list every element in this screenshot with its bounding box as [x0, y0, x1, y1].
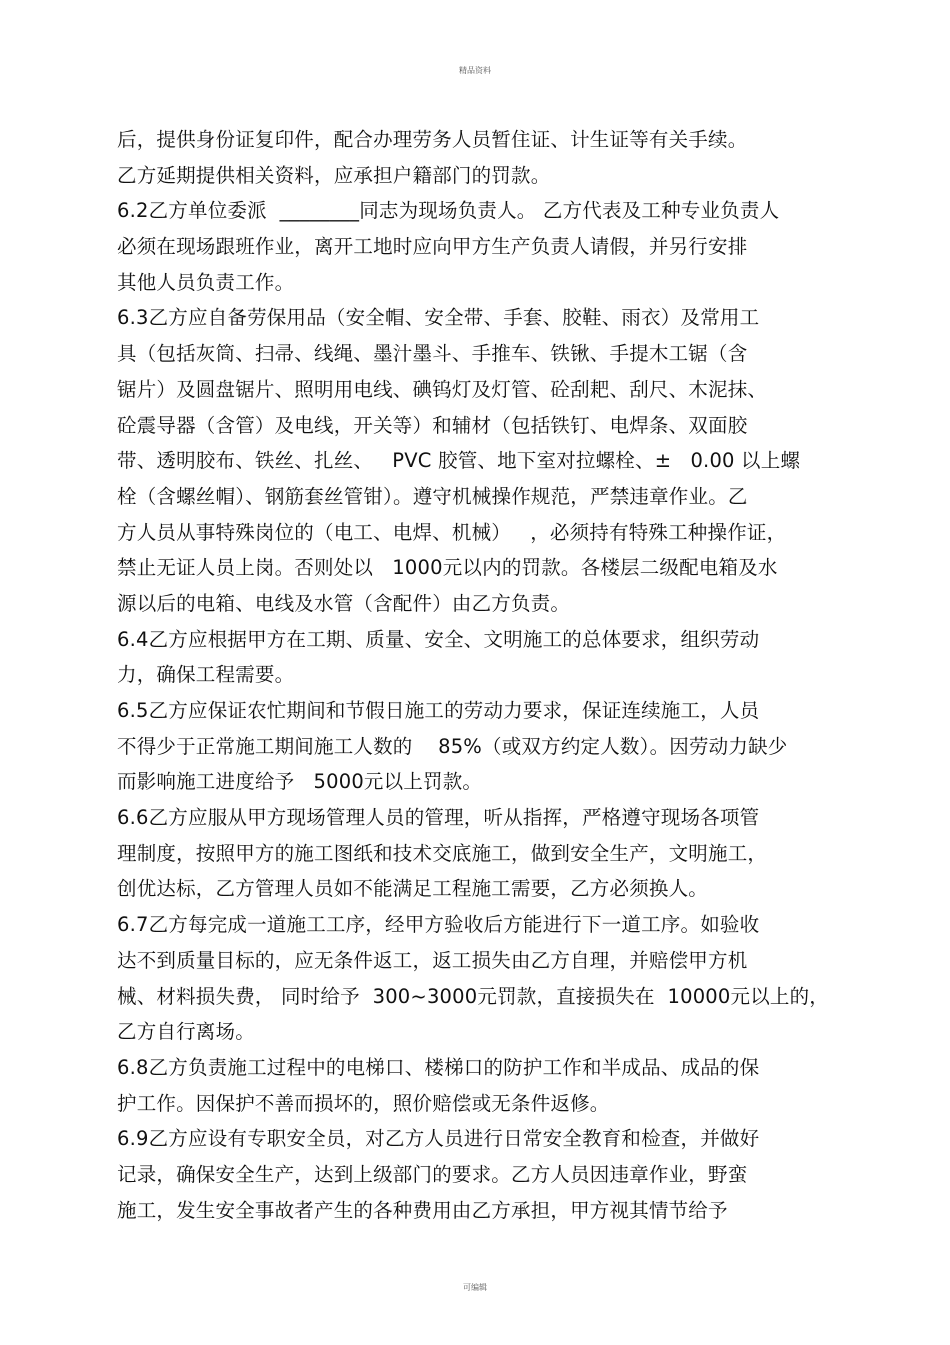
text-line: 其他人员负责工作。 [117, 270, 295, 294]
text-line: 后，提供身份证复印件，配合办理劳务人员暂住证、计生证等有关手续。 [117, 128, 748, 151]
text-line: 创优达标，乙方管理人员如不能满足工程施工需要，乙方必须换人。 [117, 877, 709, 901]
text-line: 6.5乙方应保证农忙期间和节假日施工的劳动力要求，保证连续施工，人员 [117, 699, 760, 722]
document-body [117, 122, 857, 1228]
page-footer: 可编辑 [463, 1283, 487, 1292]
text-line: 械、材料损失费， 同时给予 300~3000元罚款，直接损失在 10000元以上的， [117, 984, 830, 1008]
text-line: 具（包括灰筒、扫帚、线绳、墨汁墨斗、手推车、铁锹、手提木工锯（含 [117, 342, 748, 366]
text-line: 带、透明胶布、铁丝、扎丝、 PVC 胶管、地下室对拉螺栓、± 0.00 以上螺 [117, 449, 801, 473]
text-line: 理制度，按照甲方的施工图纸和技术交底施工，做到安全生产，文明施工， [117, 841, 768, 865]
text-line: 而影响施工进度给予 5000元以上罚款。 [117, 770, 483, 794]
text-line: 记录，确保安全生产，达到上级部门的要求。乙方人员因违章作业，野蛮 [117, 1162, 748, 1186]
text-line: 栓（含螺丝帽）、钢筋套丝管钳）。遵守机械操作规范，严禁违章作业。乙 [117, 484, 748, 508]
text-line: 6.4乙方应根据甲方在工期、质量、安全、文明施工的总体要求，组织劳动 [117, 627, 760, 651]
text-line: 方人员从事特殊岗位的（电工、电焊、机械） ，必须持有特殊工种操作证， [117, 520, 787, 544]
text-line: 力，确保工程需要。 [117, 663, 295, 687]
text-line: 砼震导器（含管）及电线，开关等）和辅材（包括铁钉、电焊条、双面胶 [117, 413, 748, 437]
text-line: 护工作。因保护不善而损坏的，照价赔偿或无条件返修。 [117, 1091, 610, 1115]
text-line: 禁止无证人员上岗。否则处以 1000元以内的罚款。各楼层二级配电箱及水 [117, 556, 778, 580]
text-line: 6.7乙方每完成一道施工工序，经甲方验收后方能进行下一道工序。如验收 [117, 913, 760, 937]
text-line: 6.2乙方单位委派 ________同志为现场负责人。 乙方代表及工种专业负责人 [117, 199, 780, 223]
text-line: 不得少于正常施工期间施工人数的 85%（或双方约定人数）。因劳动力缺少 [117, 734, 788, 758]
text-line: 乙方自行离场。 [117, 1020, 255, 1044]
text-line: 乙方延期提供相关资料，应承担户籍部门的罚款。 [117, 163, 551, 187]
text-line: 6.9乙方应设有专职安全员，对乙方人员进行日常安全教育和检查，并做好 [117, 1127, 760, 1151]
page-header: 精品资料 [459, 66, 491, 75]
text-line: 6.6乙方应服从甲方现场管理人员的管理，听从指挥，严格遵守现场各项管 [117, 806, 760, 830]
text-line: 施工，发生安全事故者产生的各种费用由乙方承担，甲方视其情节给予 [117, 1198, 728, 1222]
text-line: 锯片）及圆盘锯片、照明用电线、碘钨灯及灯管、砼刮耙、刮尺、木泥抹、 [117, 377, 768, 401]
text-line: 6.8乙方负责施工过程中的电梯口、楼梯口的防护工作和半成品、成品的保 [117, 1055, 760, 1079]
text-line: 必须在现场跟班作业，离开工地时应向甲方生产负责人请假，并另行安排 [117, 235, 748, 259]
text-line: 源以后的电箱、电线及水管（含配件）由乙方负责。 [117, 591, 571, 615]
text-line: 6.3乙方应自备劳保用品（安全帽、安全带、手套、胶鞋、雨衣）及常用工 [117, 306, 760, 330]
text-line: 达不到质量目标的，应无条件返工，返工损失由乙方自理，并赔偿甲方机 [117, 948, 748, 972]
